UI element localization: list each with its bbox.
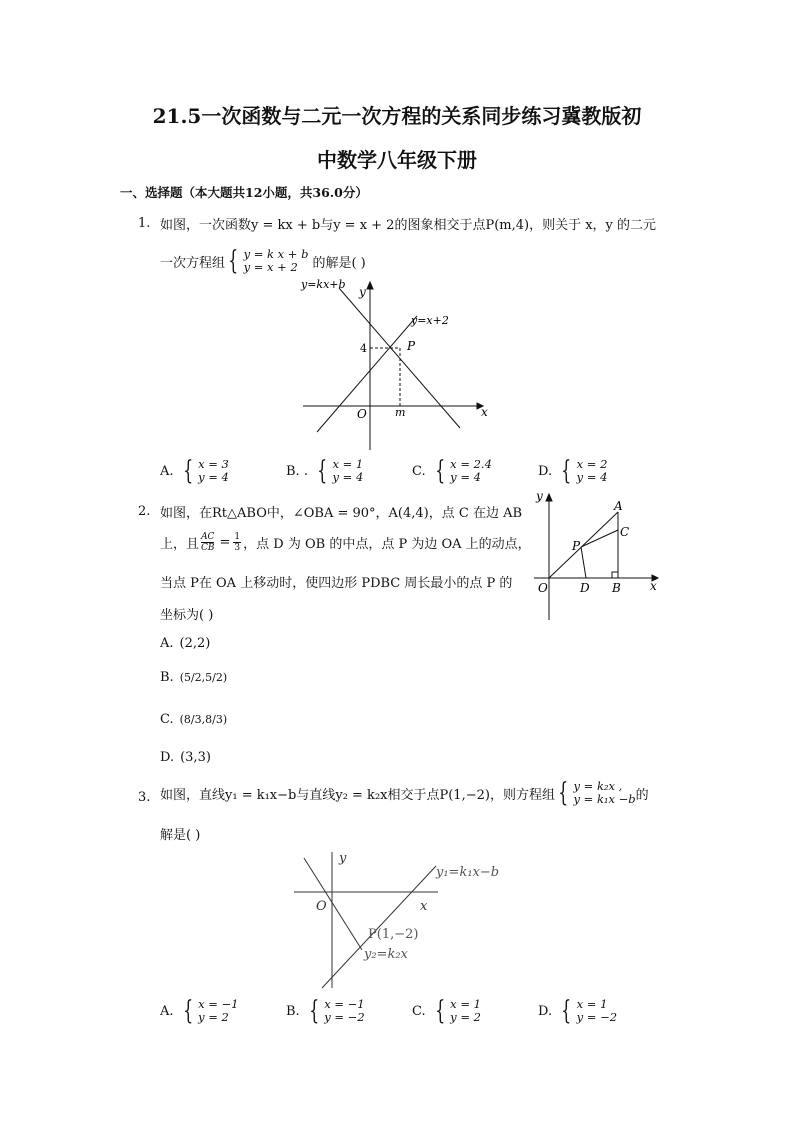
q2-line3: 当点 P在 OA 上移动时，使四边形 PDBC 周长最小的点 P 的 — [160, 576, 513, 591]
q3-option-d-label: D. — [538, 1003, 553, 1019]
q2-option-b-text: (5/2,5/2) — [179, 671, 228, 684]
q3-option-a-label: A. — [160, 1003, 174, 1019]
q1-option-d[interactable] — [538, 458, 607, 484]
q3-option-d-r2: y = −2 — [576, 1010, 618, 1024]
q2-right-angle-mark — [612, 572, 618, 578]
q1-option-d-r2: y = 4 — [576, 470, 608, 484]
q2-figure — [532, 484, 667, 624]
q1-sys-row2: y = x + 2 — [243, 260, 298, 274]
q3-label-o: O — [316, 899, 327, 914]
q1-option-c-r2: y = 4 — [450, 470, 481, 484]
brace-icon: { — [317, 456, 328, 486]
q2-line4: 坐标为( ) — [160, 608, 214, 623]
q2-label-c: C — [620, 525, 630, 539]
q2-label-y: y — [536, 489, 543, 503]
brace-icon: { — [434, 996, 445, 1026]
q1-option-b-label: B. . — [286, 463, 308, 479]
q2-fraction-1-3 — [233, 532, 241, 553]
q2-option-d[interactable] — [160, 750, 211, 765]
q3-label-p: P(1,−2) — [368, 927, 419, 942]
q3-figure — [290, 848, 510, 993]
q2-option-d-text: (3,3) — [180, 750, 211, 765]
q1-label-line1: y=kx+b — [301, 278, 346, 291]
q3-line1b: 的 — [635, 787, 649, 803]
q3-option-b[interactable] — [286, 998, 365, 1024]
q3-number: 3. — [138, 790, 151, 805]
q2-segment-pc — [581, 530, 618, 547]
q3-line1a: 如图，直线y₁ = k₁x−b与直线y₂ = k₂x相交于点P(1,−2)，则方程组 — [160, 787, 555, 803]
q2-label-o: O — [538, 581, 548, 595]
q2-option-a-text: (2,2) — [179, 636, 211, 651]
q3-label-y: y — [339, 851, 347, 866]
q1-option-c-label: C. — [412, 463, 426, 479]
section-heading: 一、选择题（本大题共12小题，共36.0分） — [120, 185, 368, 200]
page-title-line1: 21.5一次函数与二元一次方程的关系同步练习冀教版初 — [152, 104, 642, 128]
q1-label-4: 4 — [360, 342, 367, 355]
q2-frac2-num: 1 — [234, 532, 241, 542]
q3-label-x: x — [420, 899, 428, 914]
q1-option-c-r1: x = 2.4 — [450, 457, 492, 471]
q1-option-d-label: D. — [538, 463, 553, 479]
q3-option-b-r2: y = −2 — [324, 1010, 365, 1024]
q1-label-p: P — [407, 339, 416, 353]
q2-segment-oa — [549, 512, 618, 578]
q3-label-y2: y₂=k₂x — [364, 947, 408, 962]
q2-line1: 如图，在Rt△ABO中，∠OBA = 90°，A(4,4)，点 C 在边 AB — [160, 506, 523, 521]
q3-sys-row2: y = k₁x −b — [573, 792, 636, 806]
q3-line2: 解是( ) — [160, 828, 201, 843]
q1-label-x: x — [481, 405, 488, 419]
q1-option-b[interactable] — [286, 458, 363, 484]
q2-label-p: P — [572, 539, 581, 553]
q1-line2b: 的解是( ) — [312, 255, 366, 271]
q1-label-o: O — [357, 407, 367, 421]
brace-icon: { — [561, 996, 572, 1026]
brace-icon: { — [558, 778, 569, 808]
q2-option-a-label: A. — [160, 636, 174, 651]
q3-option-c-r2: y = 2 — [450, 1010, 481, 1024]
q2-label-b: B — [612, 581, 621, 595]
brace-icon: { — [182, 996, 193, 1026]
q2-option-d-label: D. — [160, 750, 175, 765]
q3-option-a-r1: x = −1 — [198, 997, 239, 1011]
q2-label-x: x — [650, 579, 657, 593]
q2-option-a[interactable] — [160, 636, 210, 651]
q1-option-a-r2: y = 4 — [198, 470, 229, 484]
q3-option-d[interactable] — [538, 998, 617, 1024]
q2-option-b[interactable] — [160, 670, 227, 685]
q3-option-b-label: B. — [286, 1003, 300, 1019]
q3-option-c[interactable] — [412, 998, 481, 1024]
q3-option-b-r1: x = −1 — [324, 997, 365, 1011]
q1-option-a-label: A. — [160, 463, 174, 479]
q1-figure — [295, 272, 495, 452]
q3-sys-row1: y = k₂x , — [573, 779, 623, 793]
q3-option-a[interactable] — [160, 998, 238, 1024]
q2-frac-num: AC — [201, 532, 215, 542]
q1-system — [225, 248, 308, 274]
q3-option-a-r2: y = 2 — [198, 1010, 229, 1024]
q1-option-c[interactable] — [412, 458, 492, 484]
q3-option-c-r1: x = 1 — [450, 997, 481, 1011]
q3-option-c-label: C. — [412, 1003, 426, 1019]
q1-label-line2: y=x+2 — [411, 314, 449, 327]
q3-line1 — [160, 780, 649, 806]
q2-option-b-label: B. — [160, 670, 174, 685]
q1-label-y: y — [359, 285, 366, 299]
q1-line1: 如图，一次函数y = kx + b与y = x + 2的图象相交于点P(m,4)，则关于 x，y 的二元 — [160, 218, 657, 233]
q1-sys-row1: y = k x + b — [243, 247, 309, 261]
q2-option-c[interactable] — [160, 712, 227, 727]
q2-option-c-text: (8/3,8/3) — [179, 713, 228, 726]
page-title-line2: 中数学八年级下册 — [317, 148, 477, 172]
q2-segment-pd — [581, 547, 586, 578]
q2-line2a: 上，且 — [160, 537, 200, 552]
q2-label-d: D — [580, 581, 590, 595]
q1-label-m: m — [395, 406, 406, 419]
q3-line-y2 — [304, 858, 362, 950]
q3-system — [555, 780, 636, 806]
brace-icon: { — [182, 456, 193, 486]
brace-icon: { — [308, 996, 319, 1026]
q1-y-arrow-icon — [367, 282, 373, 289]
q2-label-a: A — [614, 499, 623, 513]
q3-label-y1: y₁=k₁x−b — [436, 865, 500, 880]
q1-option-b-r2: y = 4 — [332, 470, 364, 484]
q1-option-a[interactable] — [160, 458, 229, 484]
q1-line2a: 一次方程组 — [160, 255, 226, 271]
q1-number: 1. — [138, 216, 151, 231]
q3-option-d-r1: x = 1 — [576, 997, 608, 1011]
q2-frac2-den: 3 — [234, 543, 241, 553]
q2-option-c-label: C. — [160, 712, 174, 727]
q2-fraction-ac-cb — [201, 532, 215, 553]
brace-icon: { — [228, 246, 239, 276]
brace-icon: { — [561, 456, 572, 486]
q2-line2: 上，且 $\frac{AC}{CB}$ = $\frac{1}{3}$ ，点 D 为 OB 的中点，点 P 为边 OA 上的动点， — [160, 532, 531, 553]
q2-line2b: ，点 D 为 OB 的中点，点 P 为边 OA 上的动点， — [243, 537, 531, 552]
q1-line2 — [160, 248, 366, 274]
q1-option-b-r1: x = 1 — [332, 457, 364, 471]
brace-icon: { — [434, 456, 445, 486]
q2-frac-den: CB — [201, 543, 215, 553]
q1-option-a-r1: x = 3 — [198, 457, 229, 471]
q2-number: 2. — [138, 504, 151, 519]
q2-y-arrow-icon — [546, 494, 552, 501]
q1-option-d-r1: x = 2 — [576, 457, 608, 471]
